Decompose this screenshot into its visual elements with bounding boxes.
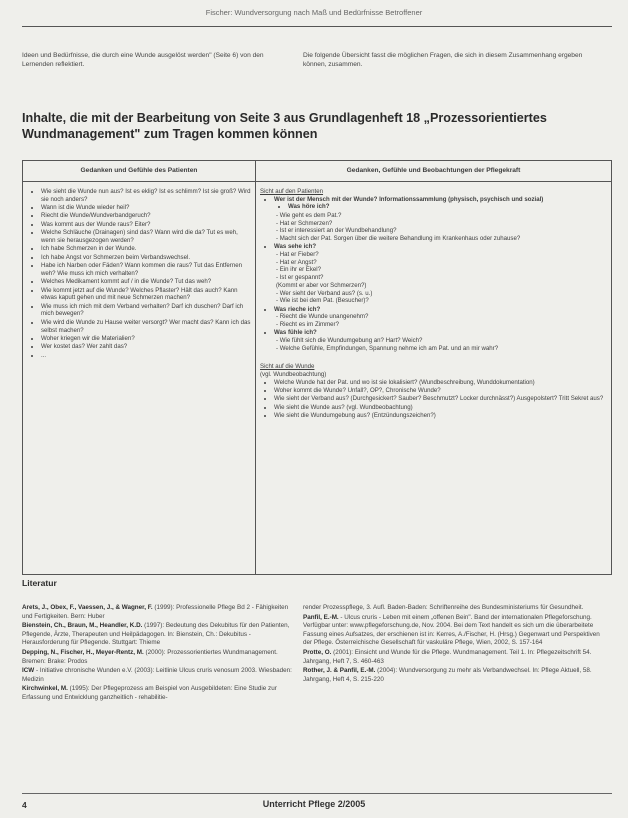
reference-text: (1999): Professionelle Pflege Bd 2 - Fähigkeiten und Fertigkeiten. Bern: Huber: [22, 604, 289, 620]
nurse-column-header: Gedanken, Gefühle und Beobachtungen der Pflegekraft: [256, 161, 612, 182]
nurse-column: [256, 182, 612, 575]
literature-left-column: [22, 604, 292, 704]
list-item: • Welche Schläuche (Drainagen) sind das? Wann wird die da? Tut es weh, wenn sie herausgezogen werden?: [41, 229, 251, 244]
list-item: • Wie muss ich mich mit dem Verband verhalten? Darf ich duschen? Darf ich mich bewegen?: [41, 303, 251, 318]
reference-entry: [303, 614, 603, 648]
reference-authors: ICW: [22, 667, 35, 675]
reference-entry: [22, 622, 292, 648]
question-label: Was höre ich?: [288, 203, 330, 211]
intro-left-paragraph: Ideen und Bedürfnisse, die durch eine Wunde ausgelöst werden" (Seite 6) von den Lernenden reflektiert.: [22, 52, 264, 68]
list-item: • Habe ich Narben oder Fäden? Wann kommen die raus? Tut das Entfernen weh? Wie muss ich mich verhalten?: [41, 262, 251, 277]
list-item: [274, 329, 607, 352]
list-item: • Wie sieht die Wundumgebung aus? (Entzündungszeichen?): [274, 412, 607, 420]
reference-text: (1995): Der Pflegeprozess am Beispiel von Ausgebildeten: Eine Studie zur Erfassung und Entwicklung ganzheitlich - rehabilitie-: [22, 685, 277, 701]
sub-list: [274, 203, 607, 211]
patient-column: [23, 182, 256, 575]
detail-line: - Ist er interessiert an der Wundbehandlung?: [276, 227, 397, 235]
footer-rule: [22, 793, 612, 794]
reference-authors: Protte, O.: [303, 648, 332, 656]
detail-line: - Welche Gefühle, Empfindungen, Spannung nehme ich am Pat. und an mir wahr?: [276, 344, 499, 352]
reference-entry: [303, 649, 603, 666]
list-item: • Was kommt aus der Wunde raus? Eiter?: [41, 221, 251, 229]
list-item: • Woher kommt die Wunde? Unfall?, OP?, Chronische Wunde?: [274, 387, 607, 395]
patient-list: [27, 188, 251, 359]
detail-line: - Hat er Fieber?: [276, 251, 319, 258]
reference-text: - Ulcus cruris - Leben mit einem „offenen Bein". Band der internationalen Pflegeforschung. Verfügbar unter: www.pflegeforschung.de, Nov. 2004. Bei dem Text handelt es sich um die überarbeitete Fassung eines Aufsatzes, der erschienen ist in: Kerres, A./Fischer, H. (Hrsg.) Gegenwart und Perspektiven der Pflege. Österreichische Gesellschaft für vaskuläre Pflege, Wien, 2002, S. 157-164: [303, 613, 600, 647]
list-item: • Wann ist die Wunde wieder heil?: [41, 204, 251, 212]
view-wound-heading: Sicht auf die Wunde: [260, 363, 315, 371]
list-item: • Welche Wunde hat der Pat. und wo ist sie lokalisiert? (Wundbeschreibung, Wunddokumentation): [274, 379, 607, 387]
list-item: • Ich habe Angst vor Schmerzen beim Verbandswechsel.: [41, 254, 251, 262]
question-label: Was sehe ich?: [274, 243, 317, 251]
literature-right-column: [303, 604, 603, 685]
detail-line: - Hat er Schmerzen?: [276, 219, 333, 227]
detail-line: - Wer sieht der Verband aus? (s. u.): [276, 289, 373, 297]
reference-entry: [22, 604, 292, 621]
list-item: • Woher kriegen wir die Materialien?: [41, 335, 251, 343]
patient-column-header: Gedanken und Gefühle des Patienten: [23, 161, 256, 182]
list-item: • ...: [41, 352, 251, 360]
reference-entry: [303, 604, 603, 613]
list-item: • Wie sieht die Wunde nun aus? Ist es eklig? Ist es schlimm? Ist sie groß? Wird sie noch anders?: [41, 188, 251, 203]
reference-text: render Prozesspflege, 3. Aufl. Baden-Baden: Schriftenreihe des Bundesministeriums für Gesundheit.: [303, 604, 584, 611]
list-item: [288, 203, 607, 211]
list-item: • Wie sieht die Wunde aus? (vgl. Wundbeobachtung): [274, 404, 607, 412]
running-head: Fischer: Wundversorgung nach Maß und Bedürfnisse Betroffener: [205, 8, 423, 17]
list-item: • Wie wird die Wunde zu Hause weiter versorgt? Wer macht das? Kann ich das selbst machen?: [41, 319, 251, 334]
reference-entry: [22, 667, 292, 684]
detail-line: - Ein ihr er Ekel?: [276, 266, 322, 274]
list-item: • Wie kommt jetzt auf die Wunde? Welches Pflaster? Hält das auch? Kann etwas kaputt gehen und mit neue Schmerzen machen?: [41, 287, 251, 302]
list-item: • Wie sieht der Verband aus? (Durchgesickert? Sauber? Beschmutzt? Locker durchnässt?) Ausgepolstert? Tritt Sekret aus?: [274, 395, 607, 403]
content-table: [22, 160, 612, 575]
list-item: • Wer kostet das? Wer zahlt das?: [41, 343, 251, 351]
section-title: Inhalte, die mit der Bearbeitung von Seite 3 aus Grundlagenheft 18 „Prozessorientiertes Wundmanagement" zum Tragen kommen können: [22, 111, 547, 141]
reference-text: (1997): Bedeutung des Dekubitus für den Patienten, Pflegende, Ärzte, Therapeuten und Heilpädagogen. In: Bienstein, Ch.: Dekubitus - Herausforderung für Pflegende. Stuttgart: Thieme: [22, 622, 290, 647]
list-item: [274, 243, 607, 305]
reference-entry: [22, 685, 292, 702]
list-item: [274, 196, 607, 243]
reference-text: (2004): Wundversorgung zu mehr als Verbandwechsel. In: Pflege Aktuell, 58. Jahrgang, Heft 4, S. 215-220: [303, 667, 592, 683]
detail-line: - Wie geht es dem Pat.?: [276, 211, 342, 219]
reference-authors: Kirchwinkel, M.: [22, 685, 68, 693]
list-item: • Welches Medikament kommt auf / in die Wunde? Tut das weh?: [41, 278, 251, 286]
view-wound-subheading: (vgl. Wundbeobachtung): [260, 370, 327, 378]
reference-text: (2000): Prozessorientiertes Wundmanagement. Bremen: Brake: Prodos: [22, 648, 278, 665]
detail-line: - Wie ist bei dem Pat. (Besucher)?: [276, 297, 369, 305]
journal-title: Unterricht Pflege 2/2005: [262, 799, 366, 809]
reference-entry: [303, 667, 603, 684]
reference-authors: Arets, J., Obex, F., Vaessen, J., & Wagner, F.: [22, 604, 153, 611]
reference-text: - Initiative chronische Wunden e.V. (2003): Leitlinie Ulcus cruris venosum 2003. Wiesbaden: Medizin: [22, 667, 292, 683]
question-label: Wer ist der Mensch mit der Wunde? Informationssammlung (physisch, psychisch und sozial): [274, 195, 544, 203]
header-rule: [22, 26, 612, 27]
reference-text: (2001): Einsicht und Wunde für die Pflege. Wundmanagement. Teil 1. In: Pflegezeitschrift 54. Jahrgang, Heft 7, S. 460-463: [303, 648, 592, 665]
reference-authors: Bienstein, Ch., Braun, M., Heandler, K.D.: [22, 622, 143, 630]
nurse-patient-list: [260, 196, 607, 353]
detail-line: - Riecht die Wunde unangenehm?: [276, 313, 369, 321]
detail-line: - Wie fühlt sich die Wundumgebung an? Hart? Weich?: [276, 337, 423, 345]
detail-line: - Riecht es im Zimmer?: [276, 321, 339, 329]
reference-authors: Depping, N., Fischer, H., Meyer-Rentz, M.: [22, 648, 144, 656]
detail-line: - Hat er Angst?: [276, 258, 317, 266]
spacer: [260, 353, 607, 363]
reference-entry: [22, 649, 292, 666]
page-number: 4: [22, 800, 27, 810]
intro-right-paragraph: Die folgende Übersicht fasst die möglichen Fragen, die sich in diesem Zusammenhang ergeben können, zusammen.: [303, 52, 583, 68]
question-label: Was rieche ich?: [274, 305, 321, 313]
list-item: • Ich habe Schmerzen in der Wunde.: [41, 245, 251, 253]
detail-line: - Macht sich der Pat. Sorgen über die weitere Behandlung im Krankenhaus oder zuhause?: [276, 234, 521, 242]
list-item: • Riecht die Wunde/Wundverbandgeruch?: [41, 212, 251, 220]
literature-heading: Literatur: [22, 578, 57, 588]
question-label: Was fühle ich?: [274, 329, 317, 337]
reference-authors: Rother, J. & Panfil, E.-M.: [303, 667, 376, 675]
detail-line: (Kommt er aber vor Schmerzen?): [276, 281, 367, 289]
detail-line: - Ist er gespannt?: [276, 274, 324, 282]
reference-authors: Panfil, E.-M.: [303, 613, 339, 621]
nurse-wound-list: [260, 379, 607, 420]
view-patient-heading: Sicht auf den Patienten: [260, 188, 324, 195]
list-item: [274, 306, 607, 329]
